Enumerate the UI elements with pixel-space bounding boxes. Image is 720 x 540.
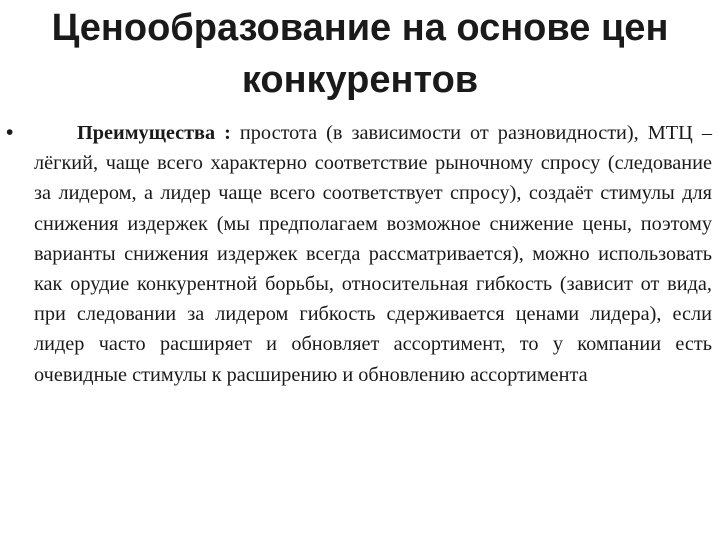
bullet-item	[6, 118, 714, 390]
bullet-paragraph	[34, 118, 712, 390]
bullet-icon: •	[6, 121, 14, 144]
body-text: простота (в зависимости от разновидности), МТЦ – лёгкий, чаще всего характерно соответствие рыночному спросу (следование за лидером, а лидер чаще всего соответствует спросу), создаёт стимулы для снижения издержек (мы предполагаем возможное снижение цены, поэтому варианты снижения издержек всегда рассматривается), можно использовать как орудие конкурентной борьбы, относительная гибкость (зависит от вида, при следовании за лидером гибкость сдерживается ценами лидера), если лидер часто расширяет и обновляет ассортимент, то у компании есть очевидные стимулы к расширению и обновлению ассортимента	[34, 122, 712, 386]
slide-title: Ценообразование на основе цен конкурентов	[51, 7, 669, 101]
lead-term: Преимущества :	[77, 122, 231, 144]
